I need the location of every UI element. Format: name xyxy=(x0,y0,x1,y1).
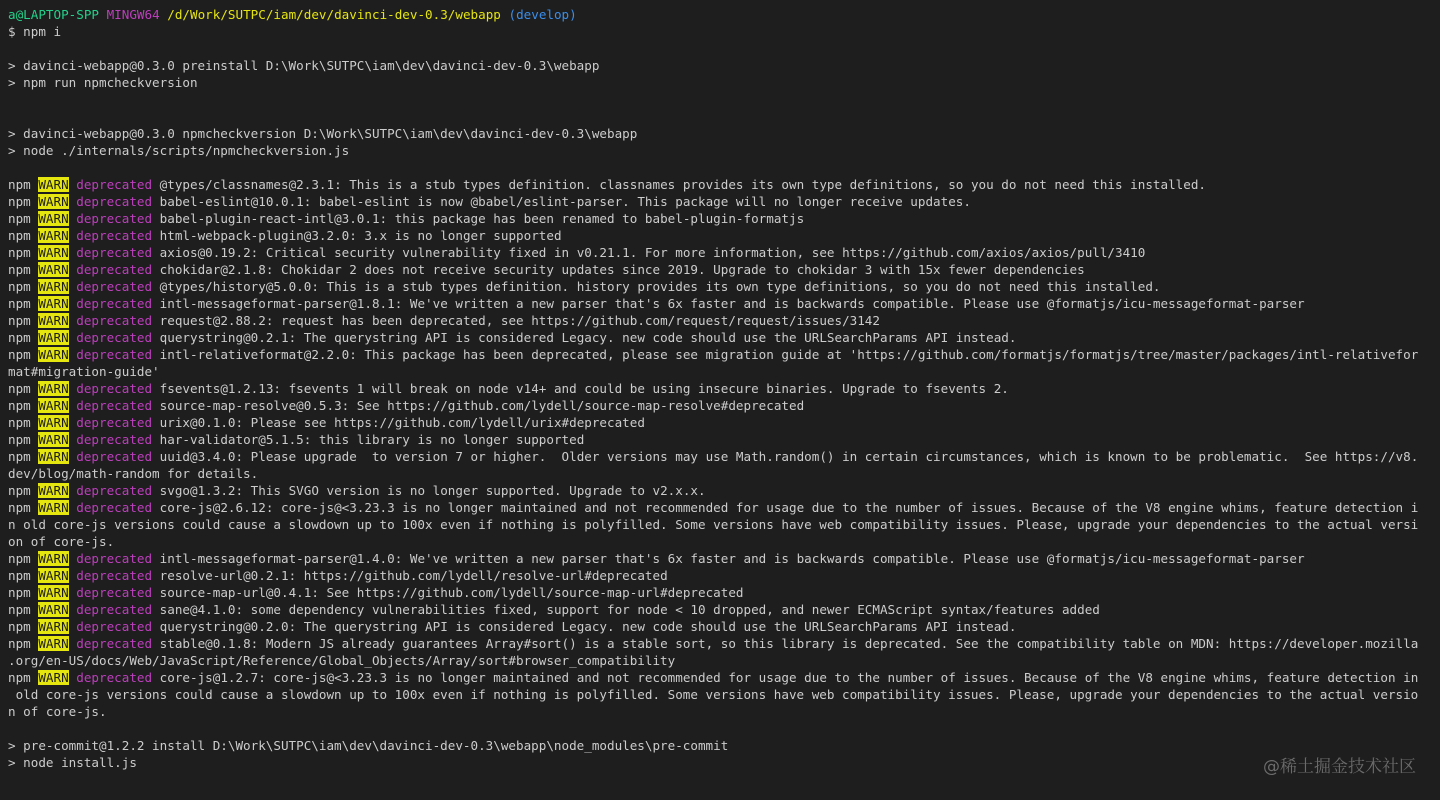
warning-message: request@2.88.2: request has been deprecated, see https://github.com/request/request/issues/3142 xyxy=(152,313,880,328)
warn-badge: WARN xyxy=(38,449,69,464)
prompt-branch: (develop) xyxy=(508,7,577,22)
deprecated-label: deprecated xyxy=(68,619,153,634)
prompt-user: a@LAPTOP-SPP xyxy=(8,7,99,22)
warning-line xyxy=(8,584,1440,601)
npm-prefix: npm xyxy=(8,619,39,634)
output-line: n of core-js. xyxy=(8,704,107,719)
warn-badge: WARN xyxy=(38,670,69,685)
output-line xyxy=(8,91,1440,108)
warning-line xyxy=(8,499,1440,516)
warning-message: intl-relativeformat@2.2.0: This package has been deprecated, please see migration guide at 'https://github.com/formatjs/formatjs/tree/master/packages/intl-relativefor xyxy=(152,347,1419,362)
warning-message: axios@0.19.2: Critical security vulnerability fixed in v0.21.1. For more information, see https://github.com/axios/axios/pull/3410 xyxy=(152,245,1146,260)
warning-line xyxy=(8,278,1440,295)
output-line: dev/blog/math-random for details. xyxy=(8,466,259,481)
warn-badge: WARN xyxy=(38,262,69,277)
deprecated-label: deprecated xyxy=(68,313,153,328)
output-line: on of core-js. xyxy=(8,534,115,549)
warning-line xyxy=(8,329,1440,346)
terminal-output xyxy=(8,40,1440,771)
warning-message: sane@4.1.0: some dependency vulnerabilities fixed, support for node < 10 dropped, and newer ECMAScript syntax/features added xyxy=(152,602,1100,617)
deprecated-label: deprecated xyxy=(68,602,153,617)
npm-prefix: npm xyxy=(8,211,39,226)
npm-prefix: npm xyxy=(8,245,39,260)
npm-prefix: npm xyxy=(8,313,39,328)
deprecated-label: deprecated xyxy=(68,398,153,413)
warning-line xyxy=(8,244,1440,261)
warning-message: uuid@3.4.0: Please upgrade to version 7 or higher. Older versions may use Math.random() in certain circumstances, which is known to be problematic. See https://v8. xyxy=(152,449,1419,464)
warning-line xyxy=(8,550,1440,567)
output-line xyxy=(8,159,1440,176)
npm-prefix: npm xyxy=(8,381,39,396)
npm-prefix: npm xyxy=(8,415,39,430)
deprecated-label: deprecated xyxy=(68,551,153,566)
warn-badge: WARN xyxy=(38,483,69,498)
warn-badge: WARN xyxy=(38,245,69,260)
prompt-shell: MINGW64 xyxy=(106,7,160,22)
deprecated-label: deprecated xyxy=(68,347,153,362)
output-line: n old core-js versions could cause a slowdown up to 100x even if nothing is polyfilled. Some versions have web compatibility issues. Please, upgrade your dependencies to the actual versi xyxy=(8,517,1419,532)
warn-badge: WARN xyxy=(38,177,69,192)
warn-badge: WARN xyxy=(38,500,69,515)
warning-message: chokidar@2.1.8: Chokidar 2 does not receive security updates since 2019. Upgrade to chokidar 3 with 15x fewer dependencies xyxy=(152,262,1085,277)
warning-message: har-validator@5.1.5: this library is no longer supported xyxy=(152,432,585,447)
warn-badge: WARN xyxy=(38,551,69,566)
npm-prefix: npm xyxy=(8,398,39,413)
warn-badge: WARN xyxy=(38,330,69,345)
deprecated-label: deprecated xyxy=(68,211,153,226)
warn-badge: WARN xyxy=(38,432,69,447)
warn-badge: WARN xyxy=(38,398,69,413)
output-line xyxy=(8,108,1440,125)
output-line: .org/en-US/docs/Web/JavaScript/Reference/Global_Objects/Array/sort#browser_compatibility xyxy=(8,653,676,668)
watermark: @稀土掘金技术社区 xyxy=(1263,757,1416,777)
output-line xyxy=(8,40,1440,57)
warning-line xyxy=(8,312,1440,329)
npm-prefix: npm xyxy=(8,551,39,566)
warning-line xyxy=(8,261,1440,278)
deprecated-label: deprecated xyxy=(68,296,153,311)
warn-badge: WARN xyxy=(38,279,69,294)
output-line xyxy=(8,720,1440,737)
warning-message: querystring@0.2.0: The querystring API is considered Legacy. new code should use the URLSearchParams API instead. xyxy=(152,619,1017,634)
output-line: > pre-commit@1.2.2 install D:\Work\SUTPC\iam\dev\davinci-dev-0.3\webapp\node_modules\pre-commit xyxy=(8,738,729,753)
output-line: > node install.js xyxy=(8,755,137,770)
warn-badge: WARN xyxy=(38,194,69,209)
npm-prefix: npm xyxy=(8,279,39,294)
deprecated-label: deprecated xyxy=(68,415,153,430)
warning-message: @types/history@5.0.0: This is a stub types definition. history provides its own type definitions, so you do not need this installed. xyxy=(152,279,1161,294)
warning-message: core-js@1.2.7: core-js@<3.23.3 is no longer maintained and not recommended for usage due to the number of issues. Because of the V8 engine whims, feature detection in xyxy=(152,670,1419,685)
output-line: old core-js versions could cause a slowdown up to 100x even if nothing is polyfilled. Some versions have web compatibility issues. Please, upgrade your dependencies to the actual versio xyxy=(8,687,1419,702)
warning-line xyxy=(8,618,1440,635)
warning-line xyxy=(8,669,1440,686)
npm-prefix: npm xyxy=(8,330,39,345)
deprecated-label: deprecated xyxy=(68,194,153,209)
deprecated-label: deprecated xyxy=(68,245,153,260)
warn-badge: WARN xyxy=(38,585,69,600)
warning-line xyxy=(8,448,1440,465)
warn-badge: WARN xyxy=(38,415,69,430)
warning-message: stable@0.1.8: Modern JS already guarantees Array#sort() is a stable sort, so this library is deprecated. See the compatibility table on MDN: https://developer.mozilla xyxy=(152,636,1419,651)
warning-line xyxy=(8,227,1440,244)
npm-prefix: npm xyxy=(8,483,39,498)
warning-message: html-webpack-plugin@3.2.0: 3.x is no longer supported xyxy=(152,228,562,243)
warn-badge: WARN xyxy=(38,313,69,328)
warning-line xyxy=(8,601,1440,618)
deprecated-label: deprecated xyxy=(68,228,153,243)
warn-badge: WARN xyxy=(38,381,69,396)
warn-badge: WARN xyxy=(38,636,69,651)
warning-message: babel-eslint@10.0.1: babel-eslint is now @babel/eslint-parser. This package will no longer receive updates. xyxy=(152,194,971,209)
npm-prefix: npm xyxy=(8,296,39,311)
warning-message: svgo@1.3.2: This SVGO version is no longer supported. Upgrade to v2.x.x. xyxy=(152,483,706,498)
npm-prefix: npm xyxy=(8,670,39,685)
npm-prefix: npm xyxy=(8,432,39,447)
shell-prompt xyxy=(8,6,1440,23)
warning-message: intl-messageformat-parser@1.8.1: We've written a new parser that's 6x faster and is backwards compatible. Please use @formatjs/icu-messageformat-parser xyxy=(152,296,1305,311)
warn-badge: WARN xyxy=(38,347,69,362)
warning-message: intl-messageformat-parser@1.4.0: We've written a new parser that's 6x faster and is backwards compatible. Please use @formatjs/icu-messageformat-parser xyxy=(152,551,1305,566)
warning-message: core-js@2.6.12: core-js@<3.23.3 is no longer maintained and not recommended for usage due to the number of issues. Because of the V8 engine whims, feature detection i xyxy=(152,500,1419,515)
warning-line xyxy=(8,482,1440,499)
deprecated-label: deprecated xyxy=(68,585,153,600)
warning-line xyxy=(8,210,1440,227)
warning-line xyxy=(8,176,1440,193)
npm-prefix: npm xyxy=(8,636,39,651)
npm-prefix: npm xyxy=(8,347,39,362)
deprecated-label: deprecated xyxy=(68,330,153,345)
npm-prefix: npm xyxy=(8,568,39,583)
warning-message: source-map-resolve@0.5.3: See https://github.com/lydell/source-map-resolve#deprecated xyxy=(152,398,805,413)
warn-badge: WARN xyxy=(38,228,69,243)
deprecated-label: deprecated xyxy=(68,449,153,464)
npm-prefix: npm xyxy=(8,194,39,209)
warning-line xyxy=(8,346,1440,363)
warning-line xyxy=(8,193,1440,210)
warning-message: querystring@0.2.1: The querystring API is considered Legacy. new code should use the URLSearchParams API instead. xyxy=(152,330,1017,345)
warning-line xyxy=(8,295,1440,312)
warning-line xyxy=(8,380,1440,397)
warn-badge: WARN xyxy=(38,619,69,634)
output-line: > npm run npmcheckversion xyxy=(8,75,198,90)
warn-badge: WARN xyxy=(38,296,69,311)
npm-prefix: npm xyxy=(8,602,39,617)
command-line: $ npm i xyxy=(8,24,62,39)
deprecated-label: deprecated xyxy=(68,568,153,583)
warning-line xyxy=(8,414,1440,431)
npm-prefix: npm xyxy=(8,500,39,515)
warning-line xyxy=(8,635,1440,652)
output-line: mat#migration-guide' xyxy=(8,364,160,379)
npm-prefix: npm xyxy=(8,228,39,243)
warning-message: babel-plugin-react-intl@3.0.1: this package has been renamed to babel-plugin-formatjs xyxy=(152,211,805,226)
deprecated-label: deprecated xyxy=(68,279,153,294)
deprecated-label: deprecated xyxy=(68,636,153,651)
warning-message: source-map-url@0.4.1: See https://github.com/lydell/source-map-url#deprecated xyxy=(152,585,744,600)
output-line: > davinci-webapp@0.3.0 preinstall D:\Work\SUTPC\iam\dev\davinci-dev-0.3\webapp xyxy=(8,58,600,73)
warn-badge: WARN xyxy=(38,568,69,583)
warning-line xyxy=(8,397,1440,414)
deprecated-label: deprecated xyxy=(68,177,153,192)
warning-message: fsevents@1.2.13: fsevents 1 will break on node v14+ and could be using insecure binaries. Upgrade to fsevents 2. xyxy=(152,381,1009,396)
warning-message: @types/classnames@2.3.1: This is a stub types definition. classnames provides its own type definitions, so you do not need this installed. xyxy=(152,177,1207,192)
deprecated-label: deprecated xyxy=(68,670,153,685)
warning-message: urix@0.1.0: Please see https://github.com/lydell/urix#deprecated xyxy=(152,415,645,430)
warn-badge: WARN xyxy=(38,602,69,617)
warning-line xyxy=(8,567,1440,584)
output-line: > davinci-webapp@0.3.0 npmcheckversion D:\Work\SUTPC\iam\dev\davinci-dev-0.3\webapp xyxy=(8,126,638,141)
warning-message: resolve-url@0.2.1: https://github.com/lydell/resolve-url#deprecated xyxy=(152,568,668,583)
warning-line xyxy=(8,431,1440,448)
npm-prefix: npm xyxy=(8,177,39,192)
output-line: > node ./internals/scripts/npmcheckversion.js xyxy=(8,143,350,158)
deprecated-label: deprecated xyxy=(68,262,153,277)
deprecated-label: deprecated xyxy=(68,432,153,447)
npm-prefix: npm xyxy=(8,585,39,600)
deprecated-label: deprecated xyxy=(68,483,153,498)
npm-prefix: npm xyxy=(8,262,39,277)
prompt-path: /d/Work/SUTPC/iam/dev/davinci-dev-0.3/webapp xyxy=(167,7,501,22)
deprecated-label: deprecated xyxy=(68,500,153,515)
npm-prefix: npm xyxy=(8,449,39,464)
deprecated-label: deprecated xyxy=(68,381,153,396)
warn-badge: WARN xyxy=(38,211,69,226)
